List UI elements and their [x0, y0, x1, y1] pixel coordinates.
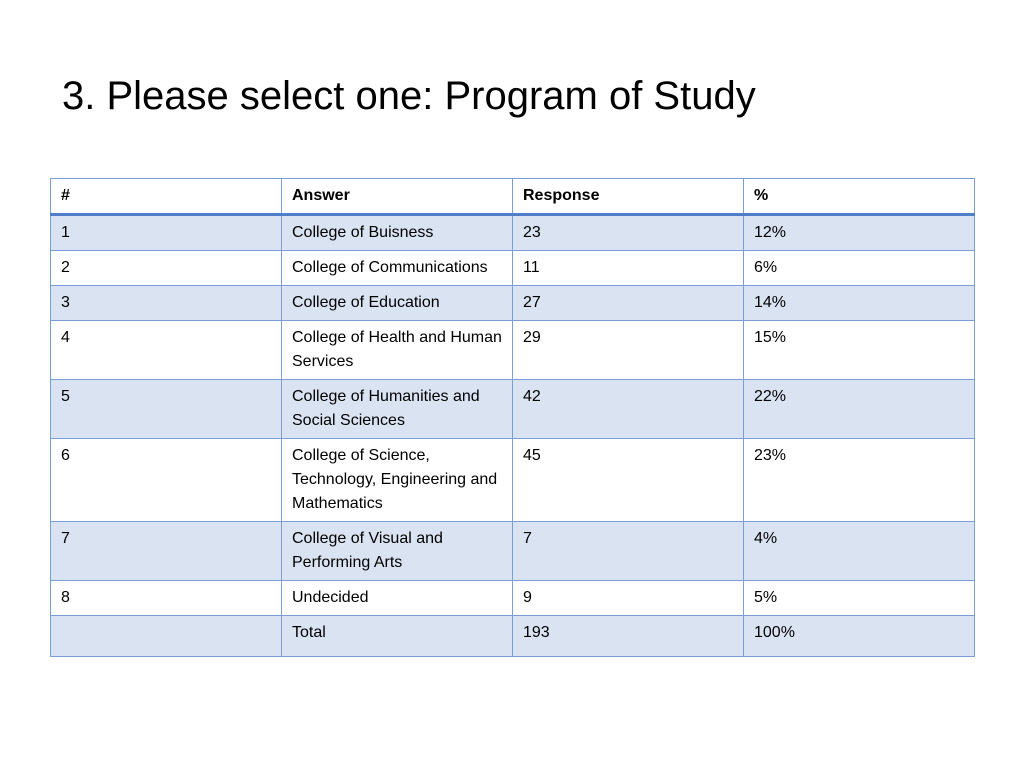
cell-answer: College of Communications [282, 251, 513, 286]
table-row [51, 439, 975, 522]
table-row [51, 215, 975, 251]
cell-response: 11 [513, 251, 744, 286]
cell-answer: College of Buisness [282, 215, 513, 251]
cell-percent: 4% [744, 522, 975, 581]
cell-percent: 6% [744, 251, 975, 286]
cell-answer: Undecided [282, 581, 513, 616]
cell-number: 2 [51, 251, 282, 286]
cell-response: 29 [513, 321, 744, 380]
cell-number: 3 [51, 286, 282, 321]
slide-title: 3. Please select one: Program of Study [62, 74, 756, 118]
header-response: Response [513, 179, 744, 215]
cell-answer: College of Humanities and Social Sciences [282, 380, 513, 439]
total-percent: 100% [744, 616, 975, 657]
cell-answer: College of Science, Technology, Engineering and Mathematics [282, 439, 513, 522]
header-answer: Answer [282, 179, 513, 215]
table-header-row [51, 179, 975, 215]
cell-response: 9 [513, 581, 744, 616]
cell-percent: 5% [744, 581, 975, 616]
total-label: Total [282, 616, 513, 657]
table-row [51, 380, 975, 439]
results-table [50, 178, 975, 657]
cell-percent: 14% [744, 286, 975, 321]
cell-response: 7 [513, 522, 744, 581]
cell-response: 45 [513, 439, 744, 522]
table-row [51, 321, 975, 380]
table-row [51, 581, 975, 616]
cell-percent: 15% [744, 321, 975, 380]
cell-number: 7 [51, 522, 282, 581]
header-number: # [51, 179, 282, 215]
cell-number: 1 [51, 215, 282, 251]
table-row [51, 286, 975, 321]
cell-percent: 23% [744, 439, 975, 522]
cell-response: 23 [513, 215, 744, 251]
total-row [51, 616, 975, 657]
cell-number: 5 [51, 380, 282, 439]
cell-number: 4 [51, 321, 282, 380]
total-response: 193 [513, 616, 744, 657]
cell-answer: College of Visual and Performing Arts [282, 522, 513, 581]
cell-answer: College of Health and Human Services [282, 321, 513, 380]
cell-response: 42 [513, 380, 744, 439]
cell-number: 6 [51, 439, 282, 522]
table-row [51, 251, 975, 286]
cell-percent: 12% [744, 215, 975, 251]
table-row [51, 522, 975, 581]
header-percent: % [744, 179, 975, 215]
cell-response: 27 [513, 286, 744, 321]
cell-answer: College of Education [282, 286, 513, 321]
total-number [51, 616, 282, 657]
cell-number: 8 [51, 581, 282, 616]
cell-percent: 22% [744, 380, 975, 439]
